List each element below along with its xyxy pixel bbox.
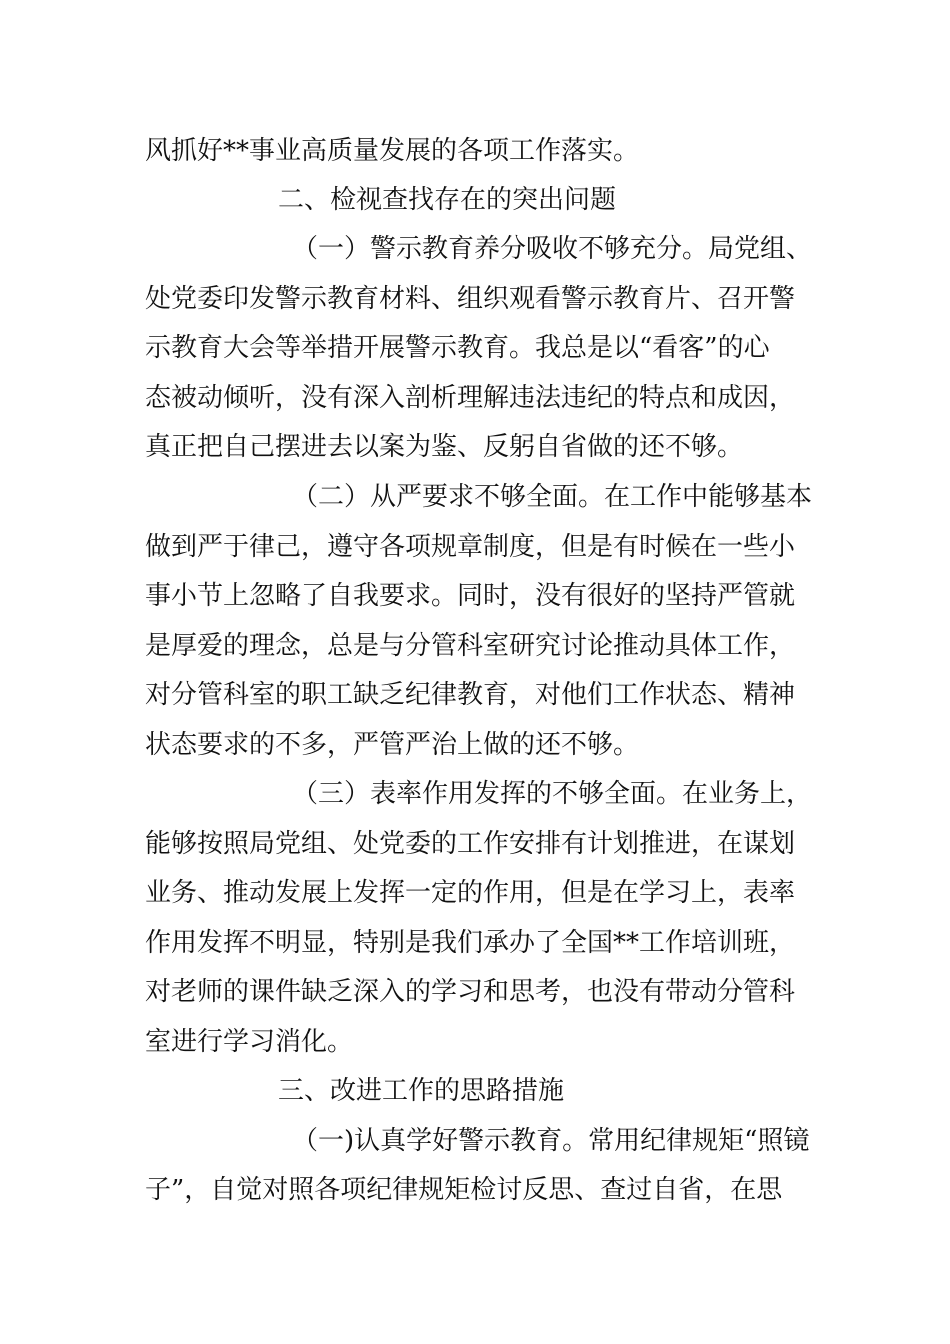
body-line: 子”，自觉对照各项纪律规矩检讨反思、查过自省，在思	[145, 1175, 783, 1205]
body-line: 态被动倾听，没有深入剖析理解违法违纪的特点和成因，	[145, 383, 796, 413]
body-line: 是厚爱的理念，总是与分管科室研究讨论推动具体工作，	[145, 631, 796, 661]
body-line: 示教育大会等举措开展警示教育。我总是以“看客”的心	[145, 333, 770, 363]
body-line: 风抓好**事业高质量发展的各项工作落实。	[145, 136, 640, 166]
section-heading: 二、检视查找存在的突出问题	[278, 185, 617, 215]
body-line: 能够按照局党组、处党委的工作安排有计划推进，在谋划	[145, 829, 796, 859]
section-heading: 三、改进工作的思路措施	[278, 1076, 565, 1106]
body-line: 室进行学习消化。	[145, 1027, 354, 1057]
subsection-heading-line: （一)认真学好警示教育。常用纪律规矩“照镜	[292, 1126, 810, 1156]
subsection-heading-line: （三）表率作用发挥的不够全面。在业务上，	[292, 779, 813, 809]
subsection-heading-line: （二）从严要求不够全面。在工作中能够基本	[292, 482, 813, 512]
body-line: 做到严于律己，遵守各项规章制度，但是有时候在一些小	[145, 532, 796, 562]
body-line: 业务、推动发展上发挥一定的作用，但是在学习上，表率	[145, 878, 796, 908]
body-line: 事小节上忽略了自我要求。同时，没有很好的坚持严管就	[145, 581, 796, 611]
body-line: 作用发挥不明显，特别是我们承办了全国**工作培训班，	[145, 928, 796, 958]
body-line: 对老师的课件缺乏深入的学习和思考，也没有带动分管科	[145, 977, 796, 1007]
body-line: 真正把自己摆进去以案为鉴、反躬自省做的还不够。	[145, 432, 744, 462]
body-line: 对分管科室的职工缺乏纪律教育，对他们工作状态、精神	[145, 680, 796, 710]
body-line: 处党委印发警示教育材料、组织观看警示教育片、召开警	[145, 284, 796, 314]
subsection-heading-line: （一）警示教育养分吸收不够充分。局党组、	[292, 234, 813, 264]
body-line: 状态要求的不多，严管严治上做的还不够。	[145, 730, 640, 760]
